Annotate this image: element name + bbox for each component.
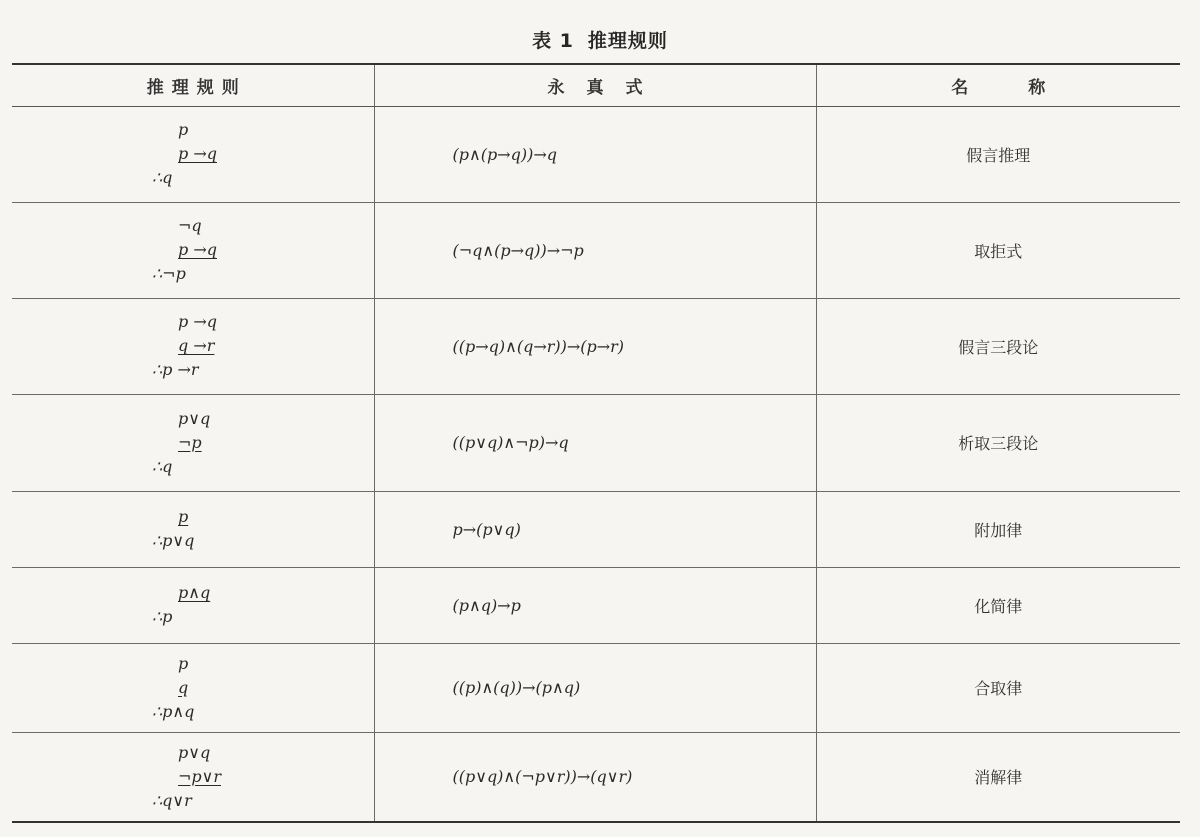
table-row [12,643,1180,732]
rule-name-cell: 析取三段论 [816,394,1180,491]
premise: p∧q [178,583,211,602]
rule-name-cell: 消解律 [816,732,1180,822]
inference-rules-table [12,63,1180,823]
rule-block [152,310,242,382]
table-title: 推理规则 [587,30,668,52]
rule-block [152,741,242,813]
conclusion: ∴p [152,607,173,626]
conclusion: ∴p →r [152,360,199,379]
conclusion: ∴¬p [152,264,186,283]
premise: ¬p [178,432,202,452]
conclusion: ∴q [152,168,173,187]
rule-name-cell: 取拒式 [816,202,1180,298]
table-number: 表 1 [532,30,574,52]
premise: p∨q [178,408,211,428]
header-name: 名称 [816,64,1180,106]
premise: p →q [178,144,217,163]
tautology-cell: ((p∨q)∧¬p)→q [374,394,816,491]
table-caption [0,26,1200,53]
rule-cell [12,394,374,491]
premise: p →q [178,240,217,259]
table-row [12,567,1180,643]
tautology-cell: ((p→q)∧(q→r))→(p→r) [374,298,816,394]
premise: ¬p∨r [178,766,222,786]
rule-name-cell: 假言三段论 [816,298,1180,394]
rule-cell [12,567,374,643]
conclusion: ∴p∧q [152,701,195,721]
tautology-cell: (p∧q)→p [374,567,816,643]
table-row [12,732,1180,822]
tautology-cell: ((p∨q)∧(¬p∨r))→(q∨r) [374,732,816,822]
rule-block [152,581,242,629]
conclusion: ∴q [152,456,173,476]
table-row [12,106,1180,202]
rule-name-cell: 附加律 [816,491,1180,567]
rule-name-cell: 合取律 [816,643,1180,732]
rule-cell [12,732,374,822]
tautology-cell: (¬q∧(p→q))→¬p [374,202,816,298]
rule-block [152,214,242,286]
rule-block [152,118,242,190]
premise: ¬q [178,216,202,235]
table-row [12,298,1180,394]
rule-name-cell: 假言推理 [816,106,1180,202]
rule-cell [12,202,374,298]
rule-cell [12,491,374,567]
premise: p [178,653,189,673]
premise: p∨q [178,742,211,762]
premise: p [178,507,189,526]
conclusion: ∴p∨q [152,531,195,550]
table-row [12,491,1180,567]
tautology-cell: p→(p∨q) [374,491,816,567]
header-rule: 推理规则 [12,64,374,106]
premise: p →q [178,312,217,331]
premise: q →r [178,336,215,355]
rule-block [152,407,242,479]
rule-block [152,652,242,724]
rule-cell [12,643,374,732]
tautology-cell: ((p)∧(q))→(p∧q) [374,643,816,732]
rule-block [152,505,242,553]
tautology-cell: (p∧(p→q))→q [374,106,816,202]
rule-name-cell: 化简律 [816,567,1180,643]
table-row [12,202,1180,298]
rule-cell [12,298,374,394]
premise: q [178,677,189,697]
premise: p [178,120,189,139]
table-header-row [12,64,1180,106]
table-row [12,394,1180,491]
rule-cell [12,106,374,202]
conclusion: ∴q∨r [152,790,192,810]
header-tautology: 永真式 [374,64,816,106]
